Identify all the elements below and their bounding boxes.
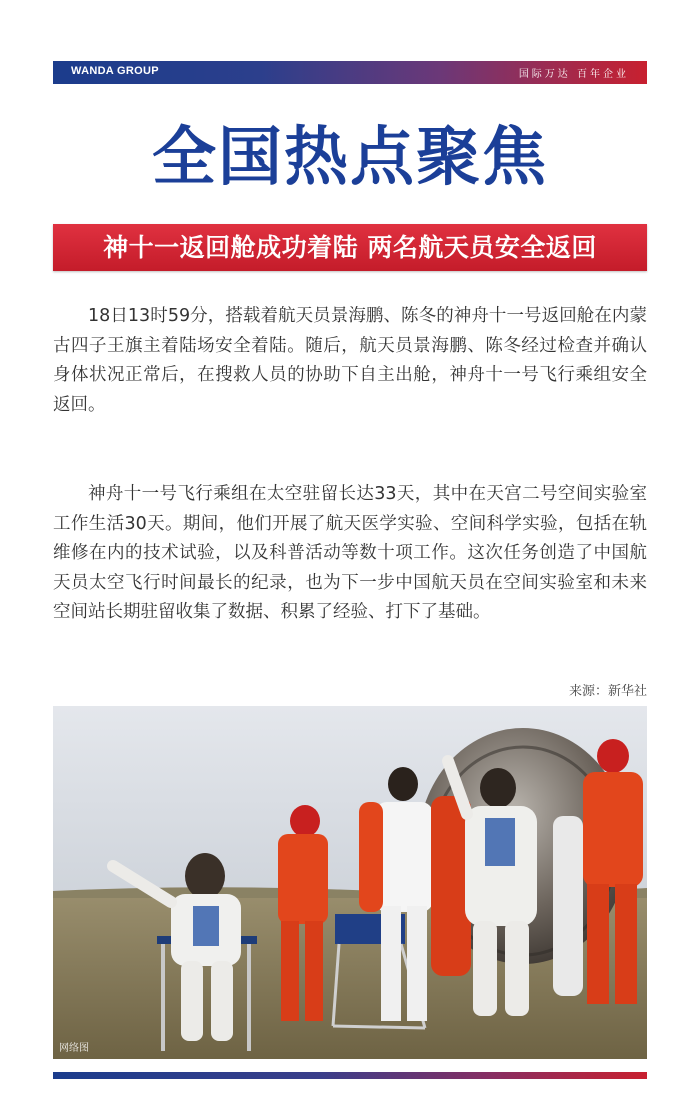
bottom-brand-bar — [53, 1072, 647, 1079]
landing-photo-illustration — [53, 706, 647, 1059]
article-paragraph-2: 神舟十一号飞行乘组在太空驻留长达33天，其中在天宫二号空间实验室工作生活30天。期间，他们开展了航天医学实验、空间科学实验，包括在轨维修在内的技术试验，以及科普活动等数十项工作。这次任务创造了中国航天员太空飞行时间最长的纪录，也为下一步中国航天员在空间实验室和未来空间站长期驻留收集了数据、积累了经验、打下了基础。 — [53, 484, 647, 622]
brand-slogan: 国际万达 百年企业 — [518, 69, 629, 80]
headline-text: 神十一返回舱成功着陆 两名航天员安全返回 — [103, 233, 597, 262]
page-title: 全国热点聚焦 — [152, 121, 548, 195]
photo-credit: 网络图 — [59, 1043, 89, 1054]
brand-name: WANDA GROUP — [71, 65, 159, 77]
landing-photo — [53, 706, 647, 1059]
top-brand-bar — [53, 61, 647, 84]
headline-banner — [53, 224, 647, 271]
source-credit: 来源：新华社 — [568, 684, 647, 699]
article-paragraph-1: 18日13时59分，搭载着航天员景海鹏、陈冬的神舟十一号返回舱在内蒙古四子王旗主着陆场安全着陆。随后，航天员景海鹏、陈冬经过检查并确认身体状况正常后，在搜救人员的协助下自主出舱，神舟十一号飞行乘组安全返回。 — [53, 306, 647, 415]
